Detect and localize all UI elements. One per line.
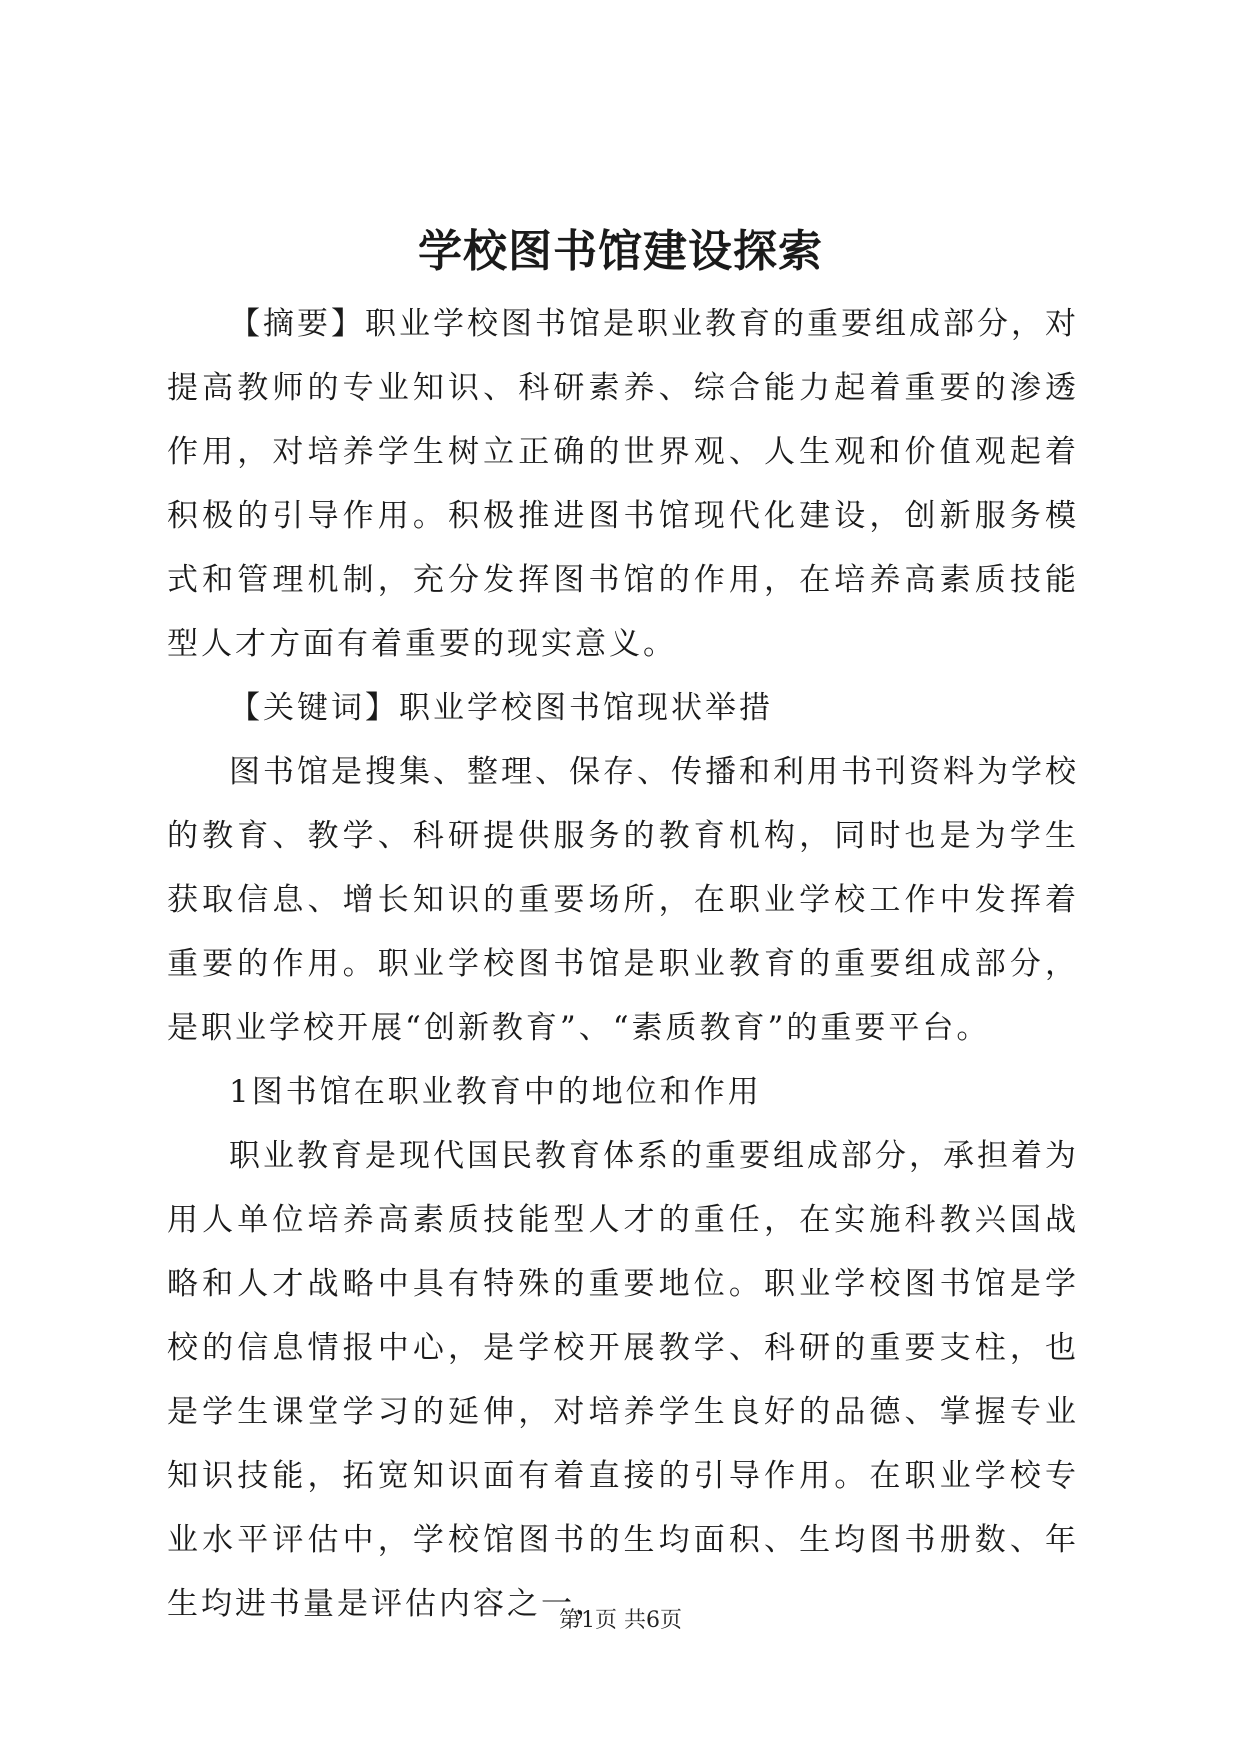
keywords-paragraph: 【关键词】职业学校图书馆现状举措 (229, 690, 773, 726)
intro-paragraph: 图书馆是搜集、整理、保存、传播和利用书刊资料为学校的教育、教学、科研提供服务的教育机构，同时也是为学生获取信息、增长知识的重要场所，在职业学校工作中发挥着重要的作用。职业学校图书馆是职业教育的重要组成部分，是职业学校开展“创新教育”、“素质教育”的重要平台。 (167, 754, 1079, 1046)
abstract-paragraph: 【摘要】职业学校图书馆是职业教育的重要组成部分，对提高教师的专业知识、科研素养、综合能力起着重要的渗透作用，对培养学生树立正确的世界观、人生观和价值观起着积极的引导作用。积极推进图书馆现代化建设，创新服务模式和管理机制，充分发挥图书馆的作用，在培养高素质技能型人才方面有着重要的现实意义。 (167, 306, 1079, 662)
document-body (167, 292, 1079, 1636)
section-heading: 1图书馆在职业教育中的地位和作用 (229, 1074, 762, 1110)
page-number-footer: 第1页 共6页 (559, 1608, 682, 1633)
document-title: 学校图书馆建设探索 (418, 226, 823, 277)
section-paragraph: 职业教育是现代国民教育体系的重要组成部分，承担着为用人单位培养高素质技能型人才的重任，在实施科教兴国战略和人才战略中具有特殊的重要地位。职业学校图书馆是学校的信息情报中心，是学校开展教学、科研的重要支柱，也是学生课堂学习的延伸，对培养学生良好的品德、掌握专业知识技能，拓宽知识面有着直接的引导作用。在职业学校专业水平评估中，学校馆图书的生均面积、生均图书册数、年生均进书量是评估内容之一， (167, 1138, 1079, 1622)
